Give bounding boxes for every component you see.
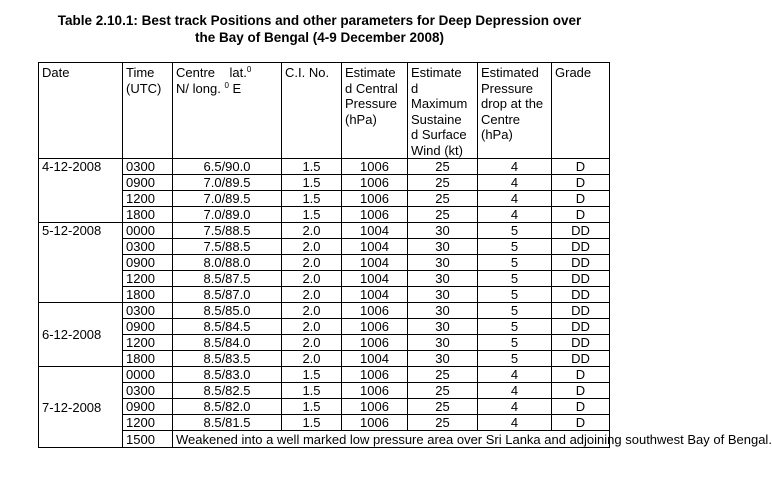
max-wind-cell: 25 [408,399,478,415]
ci-number-cell: 2.0 [282,303,342,319]
pressure-drop-cell: 5 [478,287,552,303]
table-title [0,12,639,46]
ci-number-cell: 1.5 [282,175,342,191]
grade-cell: DD [552,303,610,319]
central-pressure-cell: 1006 [342,159,408,175]
date-cell: 4-12-2008 [39,159,123,223]
grade-cell: D [552,383,610,399]
centre-position-cell: 7.5/88.5 [173,223,282,239]
pressure-drop-cell: 4 [478,191,552,207]
centre-position-cell: 8.5/82.5 [173,383,282,399]
central-pressure-cell: 1006 [342,367,408,383]
time-cell: 1200 [123,415,173,431]
grade-cell: D [552,399,610,415]
pressure-drop-cell: 4 [478,383,552,399]
time-cell: 0900 [123,175,173,191]
centre-position-cell: 8.5/84.0 [173,335,282,351]
max-wind-cell: 25 [408,207,478,223]
centre-position-cell: 8.5/83.0 [173,367,282,383]
time-cell: 1200 [123,191,173,207]
ci-number-cell: 2.0 [282,271,342,287]
table-row-final [39,431,610,448]
grade-cell: DD [552,287,610,303]
centre-position-cell: 8.0/88.0 [173,255,282,271]
table-row [39,335,610,351]
max-wind-cell: 30 [408,223,478,239]
title-line-2: the Bay of Bengal (4-9 December 2008) [194,30,445,45]
max-wind-cell: 25 [408,367,478,383]
pressure-drop-cell: 5 [478,255,552,271]
centre-position-cell: 8.5/87.5 [173,271,282,287]
table-row [39,239,610,255]
time-cell: 1800 [123,287,173,303]
central-pressure-cell: 1004 [342,287,408,303]
date-cell: 6-12-2008 [39,303,123,367]
central-pressure-cell: 1004 [342,239,408,255]
central-pressure-cell: 1006 [342,175,408,191]
table-row [39,287,610,303]
centre-position-cell: 8.5/85.0 [173,303,282,319]
ci-number-cell: 2.0 [282,239,342,255]
centre-position-cell: 7.5/88.5 [173,239,282,255]
central-pressure-cell: 1006 [342,191,408,207]
time-cell: 1800 [123,351,173,367]
centre-position-cell: 7.0/89.5 [173,175,282,191]
ci-number-cell: 1.5 [282,159,342,175]
max-wind-cell: 30 [408,271,478,287]
pressure-drop-cell: 4 [478,207,552,223]
grade-cell: D [552,415,610,431]
pressure-drop-cell: 5 [478,271,552,287]
central-pressure-cell: 1006 [342,383,408,399]
pressure-drop-cell: 4 [478,159,552,175]
pressure-drop-cell: 5 [478,239,552,255]
pressure-drop-cell: 4 [478,367,552,383]
central-pressure-cell: 1004 [342,255,408,271]
header-grade: Grade [552,63,610,159]
grade-cell: DD [552,271,610,287]
table-row [39,175,610,191]
centre-position-cell: 8.5/81.5 [173,415,282,431]
grade-cell: DD [552,255,610,271]
grade-cell: DD [552,351,610,367]
table-row [39,383,610,399]
table-row [39,255,610,271]
centre-position-cell: 8.5/82.0 [173,399,282,415]
max-wind-cell: 25 [408,415,478,431]
header-row [39,63,610,159]
header-pressure-drop: Estimated Pressure drop at the Centre (hPa) [478,63,552,159]
table-row [39,207,610,223]
pressure-drop-cell: 5 [478,335,552,351]
central-pressure-cell: 1004 [342,223,408,239]
time-cell: 1200 [123,335,173,351]
table-row [39,223,610,239]
grade-cell: DD [552,239,610,255]
grade-cell: DD [552,319,610,335]
pressure-drop-cell: 5 [478,319,552,335]
ci-number-cell: 1.5 [282,207,342,223]
time-cell: 1500 [123,431,173,448]
ci-number-cell: 2.0 [282,223,342,239]
ci-number-cell: 2.0 [282,255,342,271]
table-row [39,159,610,175]
pressure-drop-cell: 4 [478,399,552,415]
centre-position-cell: 8.5/87.0 [173,287,282,303]
max-wind-cell: 30 [408,351,478,367]
table-row [39,399,610,415]
max-wind-cell: 25 [408,383,478,399]
grade-cell: D [552,175,610,191]
time-cell: 0300 [123,383,173,399]
table-row [39,303,610,319]
ci-number-cell: 1.5 [282,383,342,399]
central-pressure-cell: 1006 [342,415,408,431]
pressure-drop-cell: 5 [478,303,552,319]
time-cell: 1200 [123,271,173,287]
central-pressure-cell: 1006 [342,319,408,335]
table-row [39,367,610,383]
central-pressure-cell: 1006 [342,207,408,223]
best-track-table [38,62,772,448]
max-wind-cell: 25 [408,159,478,175]
pressure-drop-cell: 4 [478,415,552,431]
ci-number-cell: 1.5 [282,191,342,207]
header-centre: Centre lat.$^0$ N/ long. $^0$ E [173,63,282,159]
centre-position-cell: 7.0/89.0 [173,207,282,223]
ci-number-cell: 2.0 [282,287,342,303]
max-wind-cell: 30 [408,303,478,319]
centre-position-cell: 8.5/83.5 [173,351,282,367]
time-cell: 0900 [123,399,173,415]
grade-cell: D [552,159,610,175]
table-body [39,159,772,448]
header-central-pressure: Estimate d Central Pressure (hPa) [342,63,408,159]
central-pressure-cell: 1004 [342,271,408,287]
header-time: Time (UTC) [123,63,173,159]
grade-cell: DD [552,335,610,351]
max-wind-cell: 25 [408,175,478,191]
table-row [39,415,610,431]
time-cell: 0300 [123,159,173,175]
date-cell: 7-12-2008 [39,367,123,448]
header-ci: C.I. No. [282,63,342,159]
central-pressure-cell: 1004 [342,351,408,367]
ci-number-cell: 1.5 [282,415,342,431]
table-row [39,191,610,207]
table-row [39,351,610,367]
max-wind-cell: 30 [408,287,478,303]
date-cell: 5-12-2008 [39,223,123,303]
time-cell: 0000 [123,367,173,383]
grade-cell: D [552,207,610,223]
title-line-1: Table 2.10.1: Best track Positions and other parameters for Deep Depression over [57,13,582,28]
ci-number-cell: 2.0 [282,351,342,367]
central-pressure-cell: 1006 [342,303,408,319]
ci-number-cell: 1.5 [282,367,342,383]
time-cell: 0300 [123,239,173,255]
time-cell: 0300 [123,303,173,319]
remark-cell: Weakened into a well marked low pressure area over Sri Lanka and adjoining southwest Bay of Bengal. [173,431,610,448]
max-wind-cell: 30 [408,255,478,271]
time-cell: 0000 [123,223,173,239]
grade-cell: D [552,367,610,383]
pressure-drop-cell: 5 [478,223,552,239]
table-row [39,271,610,287]
max-wind-cell: 25 [408,191,478,207]
central-pressure-cell: 1006 [342,399,408,415]
max-wind-cell: 30 [408,319,478,335]
grade-cell: D [552,191,610,207]
time-cell: 0900 [123,319,173,335]
pressure-drop-cell: 5 [478,351,552,367]
time-cell: 1800 [123,207,173,223]
header-date: Date [39,63,123,159]
time-cell: 0900 [123,255,173,271]
centre-position-cell: 8.5/84.5 [173,319,282,335]
grade-cell: DD [552,223,610,239]
centre-position-cell: 7.0/89.5 [173,191,282,207]
table-row [39,319,610,335]
ci-number-cell: 1.5 [282,399,342,415]
pressure-drop-cell: 4 [478,175,552,191]
header-max-wind: Estimate d Maximum Sustaine d Surface Wind (kt) [408,63,478,159]
central-pressure-cell: 1006 [342,335,408,351]
max-wind-cell: 30 [408,335,478,351]
centre-position-cell: 6.5/90.0 [173,159,282,175]
ci-number-cell: 2.0 [282,319,342,335]
max-wind-cell: 30 [408,239,478,255]
ci-number-cell: 2.0 [282,335,342,351]
